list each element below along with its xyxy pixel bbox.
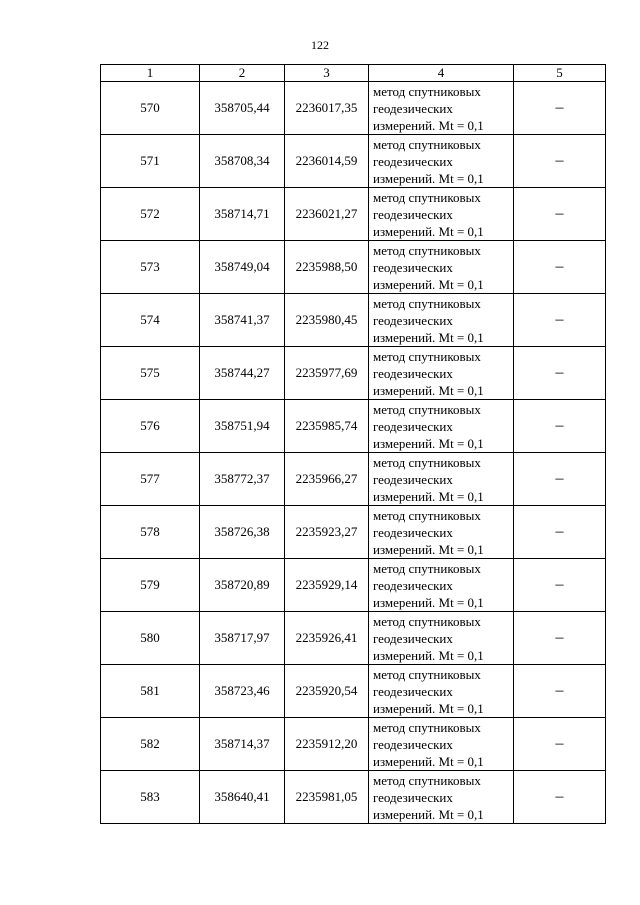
table-row <box>101 241 606 294</box>
point-number-cell: 581 <box>101 665 200 718</box>
y-coordinate-cell: 2235981,05 <box>285 771 369 824</box>
point-number-cell: 574 <box>101 294 200 347</box>
x-coordinate-cell: 358744,27 <box>200 347 285 400</box>
method-line: геодезических <box>373 206 453 222</box>
point-number-cell: 572 <box>101 188 200 241</box>
table-row <box>101 347 606 400</box>
point-number-cell: 573 <box>101 241 200 294</box>
point-number-cell: 580 <box>101 612 200 665</box>
method-line: метод спутниковых <box>373 295 481 311</box>
column-header: 1 <box>101 65 200 82</box>
method-line: измерений. Mt = 0,1 <box>373 382 484 398</box>
note-cell: – <box>514 771 606 824</box>
method-line: метод спутниковых <box>373 613 481 629</box>
method-line: геодезических <box>373 736 453 752</box>
x-coordinate-cell: 358723,46 <box>200 665 285 718</box>
method-line: геодезических <box>373 630 453 646</box>
x-coordinate-cell: 358705,44 <box>200 82 285 135</box>
point-number-cell: 582 <box>101 718 200 771</box>
x-coordinate-cell: 358708,34 <box>200 135 285 188</box>
method-line: измерений. Mt = 0,1 <box>373 594 484 610</box>
method-cell <box>369 294 514 347</box>
method-line: геодезических <box>373 153 453 169</box>
page-number: 122 <box>311 38 329 52</box>
y-coordinate-cell: 2235980,45 <box>285 294 369 347</box>
y-coordinate-cell: 2235926,41 <box>285 612 369 665</box>
table-row <box>101 665 606 718</box>
method-cell <box>369 559 514 612</box>
method-line: метод спутниковых <box>373 772 481 788</box>
method-line: геодезических <box>373 418 453 434</box>
method-line: измерений. Mt = 0,1 <box>373 170 484 186</box>
column-header: 4 <box>369 65 514 82</box>
method-cell <box>369 241 514 294</box>
method-cell <box>369 82 514 135</box>
table-row <box>101 82 606 135</box>
y-coordinate-cell: 2235985,74 <box>285 400 369 453</box>
method-cell <box>369 771 514 824</box>
method-line: измерений. Mt = 0,1 <box>373 276 484 292</box>
note-cell: – <box>514 188 606 241</box>
point-number-cell: 578 <box>101 506 200 559</box>
table-row <box>101 400 606 453</box>
table-row <box>101 506 606 559</box>
method-line: измерений. Mt = 0,1 <box>373 435 484 451</box>
method-line: измерений. Mt = 0,1 <box>373 753 484 769</box>
y-coordinate-cell: 2235929,14 <box>285 559 369 612</box>
note-cell: – <box>514 82 606 135</box>
column-header: 5 <box>514 65 606 82</box>
note-cell: – <box>514 400 606 453</box>
method-line: метод спутниковых <box>373 666 481 682</box>
method-line: геодезических <box>373 524 453 540</box>
method-line: метод спутниковых <box>373 83 481 99</box>
method-line: измерений. Mt = 0,1 <box>373 806 484 822</box>
y-coordinate-cell: 2236017,35 <box>285 82 369 135</box>
method-cell <box>369 135 514 188</box>
x-coordinate-cell: 358749,04 <box>200 241 285 294</box>
method-cell <box>369 188 514 241</box>
note-cell: – <box>514 294 606 347</box>
x-coordinate-cell: 358772,37 <box>200 453 285 506</box>
method-cell <box>369 506 514 559</box>
method-line: измерений. Mt = 0,1 <box>373 541 484 557</box>
method-line: геодезических <box>373 577 453 593</box>
method-cell <box>369 400 514 453</box>
y-coordinate-cell: 2235988,50 <box>285 241 369 294</box>
table-header-row <box>101 65 606 82</box>
x-coordinate-cell: 358726,38 <box>200 506 285 559</box>
note-cell: – <box>514 347 606 400</box>
table-row <box>101 453 606 506</box>
y-coordinate-cell: 2236021,27 <box>285 188 369 241</box>
point-number-cell: 575 <box>101 347 200 400</box>
table-body <box>101 82 606 824</box>
method-line: геодезических <box>373 789 453 805</box>
method-line: метод спутниковых <box>373 348 481 364</box>
method-cell <box>369 612 514 665</box>
column-header: 3 <box>285 65 369 82</box>
method-line: геодезических <box>373 259 453 275</box>
method-line: измерений. Mt = 0,1 <box>373 329 484 345</box>
table-row <box>101 188 606 241</box>
method-line: геодезических <box>373 471 453 487</box>
note-cell: – <box>514 135 606 188</box>
method-line: метод спутниковых <box>373 454 481 470</box>
x-coordinate-cell: 358741,37 <box>200 294 285 347</box>
x-coordinate-cell: 358720,89 <box>200 559 285 612</box>
point-number-cell: 571 <box>101 135 200 188</box>
note-cell: – <box>514 559 606 612</box>
method-line: геодезических <box>373 365 453 381</box>
method-line: метод спутниковых <box>373 136 481 152</box>
method-line: измерений. Mt = 0,1 <box>373 488 484 504</box>
method-line: метод спутниковых <box>373 242 481 258</box>
x-coordinate-cell: 358714,71 <box>200 188 285 241</box>
y-coordinate-cell: 2235912,20 <box>285 718 369 771</box>
method-line: геодезических <box>373 100 453 116</box>
method-line: измерений. Mt = 0,1 <box>373 647 484 663</box>
y-coordinate-cell: 2235920,54 <box>285 665 369 718</box>
table-row <box>101 294 606 347</box>
method-cell <box>369 347 514 400</box>
x-coordinate-cell: 358714,37 <box>200 718 285 771</box>
x-coordinate-cell: 358717,97 <box>200 612 285 665</box>
x-coordinate-cell: 358751,94 <box>200 400 285 453</box>
y-coordinate-cell: 2236014,59 <box>285 135 369 188</box>
method-line: метод спутниковых <box>373 719 481 735</box>
point-number-cell: 570 <box>101 82 200 135</box>
table-row <box>101 559 606 612</box>
coordinates-table <box>100 64 606 824</box>
method-line: метод спутниковых <box>373 507 481 523</box>
y-coordinate-cell: 2235966,27 <box>285 453 369 506</box>
point-number-cell: 577 <box>101 453 200 506</box>
table-row <box>101 612 606 665</box>
x-coordinate-cell: 358640,41 <box>200 771 285 824</box>
note-cell: – <box>514 665 606 718</box>
point-number-cell: 583 <box>101 771 200 824</box>
column-header: 2 <box>200 65 285 82</box>
table-row <box>101 771 606 824</box>
method-line: метод спутниковых <box>373 189 481 205</box>
note-cell: – <box>514 718 606 771</box>
table-row <box>101 135 606 188</box>
point-number-cell: 579 <box>101 559 200 612</box>
note-cell: – <box>514 506 606 559</box>
method-line: метод спутниковых <box>373 560 481 576</box>
y-coordinate-cell: 2235977,69 <box>285 347 369 400</box>
method-line: измерений. Mt = 0,1 <box>373 700 484 716</box>
method-line: геодезических <box>373 312 453 328</box>
method-cell <box>369 453 514 506</box>
table-row <box>101 718 606 771</box>
note-cell: – <box>514 612 606 665</box>
note-cell: – <box>514 453 606 506</box>
note-cell: – <box>514 241 606 294</box>
point-number-cell: 576 <box>101 400 200 453</box>
method-line: измерений. Mt = 0,1 <box>373 223 484 239</box>
method-line: измерений. Mt = 0,1 <box>373 117 484 133</box>
y-coordinate-cell: 2235923,27 <box>285 506 369 559</box>
method-line: метод спутниковых <box>373 401 481 417</box>
method-cell <box>369 665 514 718</box>
method-cell <box>369 718 514 771</box>
method-line: геодезических <box>373 683 453 699</box>
